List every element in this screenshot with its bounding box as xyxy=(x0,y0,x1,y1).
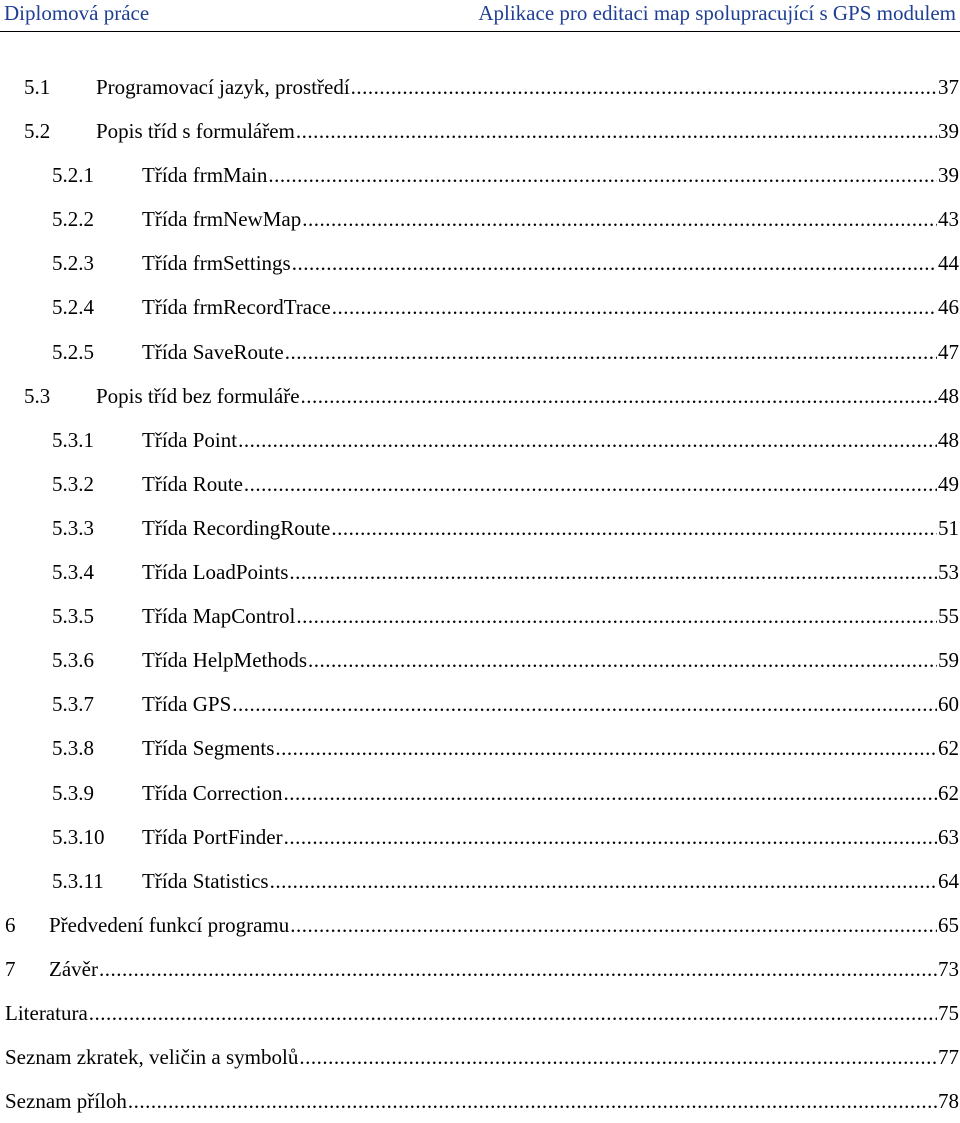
toc-entry-page-number: 46 xyxy=(938,295,959,320)
toc-dot-leader xyxy=(268,163,937,188)
toc-entry-title: Seznam příloh xyxy=(5,1089,127,1114)
toc-entry-title: Třída LoadPoints xyxy=(142,560,289,585)
toc-entry-number: 5.3.8 xyxy=(52,736,94,761)
toc-entry[interactable] xyxy=(0,815,960,859)
toc-entry-number: 5.3 xyxy=(24,383,51,408)
toc-entry[interactable] xyxy=(0,65,960,109)
toc-entry-number: 5.3.9 xyxy=(52,780,94,805)
toc-dot-leader xyxy=(308,648,937,673)
toc-dot-leader xyxy=(99,957,937,982)
toc-entry-title: Popis tříd s formulářem xyxy=(96,119,295,144)
toc-entry-title: Třída GPS xyxy=(142,692,232,717)
toc-entry-title: Závěr xyxy=(49,956,98,981)
toc-entry-page-number: 62 xyxy=(938,780,959,805)
page-header xyxy=(0,0,960,32)
toc-entry[interactable] xyxy=(0,594,960,638)
toc-dot-leader xyxy=(302,207,937,232)
toc-entry[interactable] xyxy=(0,771,960,815)
toc-entry-page-number: 53 xyxy=(938,560,959,585)
toc-entry-page-number: 60 xyxy=(938,692,959,717)
toc-entry-number: 5.2.2 xyxy=(52,207,94,232)
toc-entry[interactable] xyxy=(0,418,960,462)
toc-entry-title: Třída Point xyxy=(142,427,238,452)
toc-entry-number: 5.2.1 xyxy=(52,163,94,188)
toc-entry-title: Třída PortFinder xyxy=(142,824,283,849)
toc-entry[interactable] xyxy=(0,285,960,329)
toc-entry-page-number: 48 xyxy=(938,427,959,452)
toc-entry-page-number: 64 xyxy=(938,868,959,893)
toc-entry-page-number: 63 xyxy=(938,824,959,849)
toc-dot-leader xyxy=(284,825,937,850)
toc-entry-page-number: 43 xyxy=(938,207,959,232)
toc-entry[interactable] xyxy=(0,197,960,241)
toc-entry[interactable] xyxy=(0,1035,960,1079)
toc-dot-leader xyxy=(296,604,937,629)
toc-entry-title: Seznam zkratek, veličin a symbolů xyxy=(5,1045,299,1070)
toc-dot-leader xyxy=(285,340,937,365)
toc-entry-number: 5.3.2 xyxy=(52,471,94,496)
toc-dot-leader xyxy=(275,736,937,761)
toc-entry-number: 5.3.3 xyxy=(52,515,94,540)
toc-entry-page-number: 44 xyxy=(938,251,959,276)
toc-dot-leader xyxy=(232,692,937,717)
header-document-type: Diplomová práce xyxy=(4,1,150,25)
toc-entry[interactable] xyxy=(0,991,960,1035)
toc-entry-title: Literatura xyxy=(5,1000,88,1025)
toc-dot-leader xyxy=(289,560,937,585)
toc-entry-page-number: 47 xyxy=(938,339,959,364)
toc-entry-number: 5.3.7 xyxy=(52,692,94,717)
toc-entry-number: 6 xyxy=(5,912,16,937)
toc-entry-page-number: 59 xyxy=(938,648,959,673)
toc-entry-title: Programovací jazyk, prostředí xyxy=(96,75,350,99)
toc-entry-number: 5.3.1 xyxy=(52,427,94,452)
toc-entry-page-number: 51 xyxy=(938,515,959,540)
toc-entry[interactable] xyxy=(0,726,960,770)
toc-entry-page-number: 77 xyxy=(938,1045,959,1070)
toc-entry-title: Třída frmMain xyxy=(142,163,268,188)
toc-entry-title: Třída MapControl xyxy=(142,604,296,629)
toc-dot-leader xyxy=(331,516,937,541)
toc-entry-page-number: 65 xyxy=(938,912,959,937)
toc-entry-title: Třída Correction xyxy=(142,780,283,805)
toc-dot-leader xyxy=(290,913,937,938)
toc-entry[interactable] xyxy=(0,903,960,947)
toc-dot-leader xyxy=(128,1089,937,1114)
toc-entry-number: 5.3.5 xyxy=(52,604,94,629)
toc-entry-page-number: 49 xyxy=(938,471,959,496)
toc-entry-number: 5.2.3 xyxy=(52,251,94,276)
toc-dot-leader xyxy=(244,472,937,497)
toc-entry-title: Předvedení funkcí programu xyxy=(49,912,290,937)
toc-entry[interactable] xyxy=(0,550,960,594)
toc-entry-number: 5.2.4 xyxy=(52,295,94,320)
toc-entry-number: 5.2 xyxy=(24,119,51,144)
toc-dot-leader xyxy=(89,1001,937,1026)
toc-entry-number: 5.1 xyxy=(24,75,51,99)
toc-entry-title: Popis tříd bez formuláře xyxy=(96,383,300,408)
toc-entry[interactable] xyxy=(0,1079,960,1123)
toc-entry[interactable] xyxy=(0,241,960,285)
toc-entry-title: Třída Route xyxy=(142,471,243,496)
toc-entry[interactable] xyxy=(0,374,960,418)
table-of-contents xyxy=(0,65,960,1123)
toc-entry-title: Třída Statistics xyxy=(142,868,269,893)
toc-entry-title: Třída frmNewMap xyxy=(142,207,302,232)
toc-entry-page-number: 39 xyxy=(938,163,959,188)
toc-entry[interactable] xyxy=(0,330,960,374)
toc-entry-number: 7 xyxy=(5,956,16,981)
toc-entry-page-number: 73 xyxy=(938,956,959,981)
toc-dot-leader xyxy=(296,119,937,144)
toc-entry-title: Třída frmSettings xyxy=(142,251,291,276)
toc-entry-page-number: 75 xyxy=(938,1000,959,1025)
toc-dot-leader xyxy=(284,781,937,806)
toc-entry[interactable] xyxy=(0,506,960,550)
toc-entry-number: 5.3.6 xyxy=(52,648,94,673)
toc-entry-title: Třída RecordingRoute xyxy=(142,515,331,540)
toc-entry[interactable] xyxy=(0,682,960,726)
toc-entry-number: 5.3.4 xyxy=(52,560,94,585)
toc-entry[interactable] xyxy=(0,153,960,197)
toc-dot-leader xyxy=(301,384,937,409)
toc-entry[interactable] xyxy=(0,859,960,903)
toc-entry[interactable] xyxy=(0,638,960,682)
toc-entry-title: Třída frmRecordTrace xyxy=(142,295,331,320)
toc-entry-page-number: 48 xyxy=(938,383,959,408)
toc-dot-leader xyxy=(238,428,937,453)
toc-dot-leader xyxy=(292,251,937,276)
toc-entry-title: Třída Segments xyxy=(142,736,275,761)
toc-entry-page-number: 37 xyxy=(938,75,959,99)
toc-entry-number: 5.2.5 xyxy=(52,339,94,364)
toc-entry-title: Třída HelpMethods xyxy=(142,648,308,673)
toc-entry-page-number: 78 xyxy=(938,1089,959,1114)
toc-entry[interactable] xyxy=(0,947,960,991)
toc-entry-page-number: 62 xyxy=(938,736,959,761)
toc-entry-page-number: 39 xyxy=(938,119,959,144)
header-document-title: Aplikace pro editaci map spolupracující s GPS modulem xyxy=(478,1,956,25)
toc-entry-title: Třída SaveRoute xyxy=(142,339,284,364)
toc-dot-leader xyxy=(270,869,937,894)
toc-entry-number: 5.3.10 xyxy=(52,824,105,849)
toc-dot-leader xyxy=(332,295,937,320)
toc-entry-number: 5.3.11 xyxy=(52,868,104,893)
toc-dot-leader xyxy=(299,1045,937,1070)
toc-entry[interactable] xyxy=(0,109,960,153)
toc-entry-page-number: 55 xyxy=(938,604,959,629)
toc-dot-leader xyxy=(351,75,937,100)
toc-entry[interactable] xyxy=(0,462,960,506)
